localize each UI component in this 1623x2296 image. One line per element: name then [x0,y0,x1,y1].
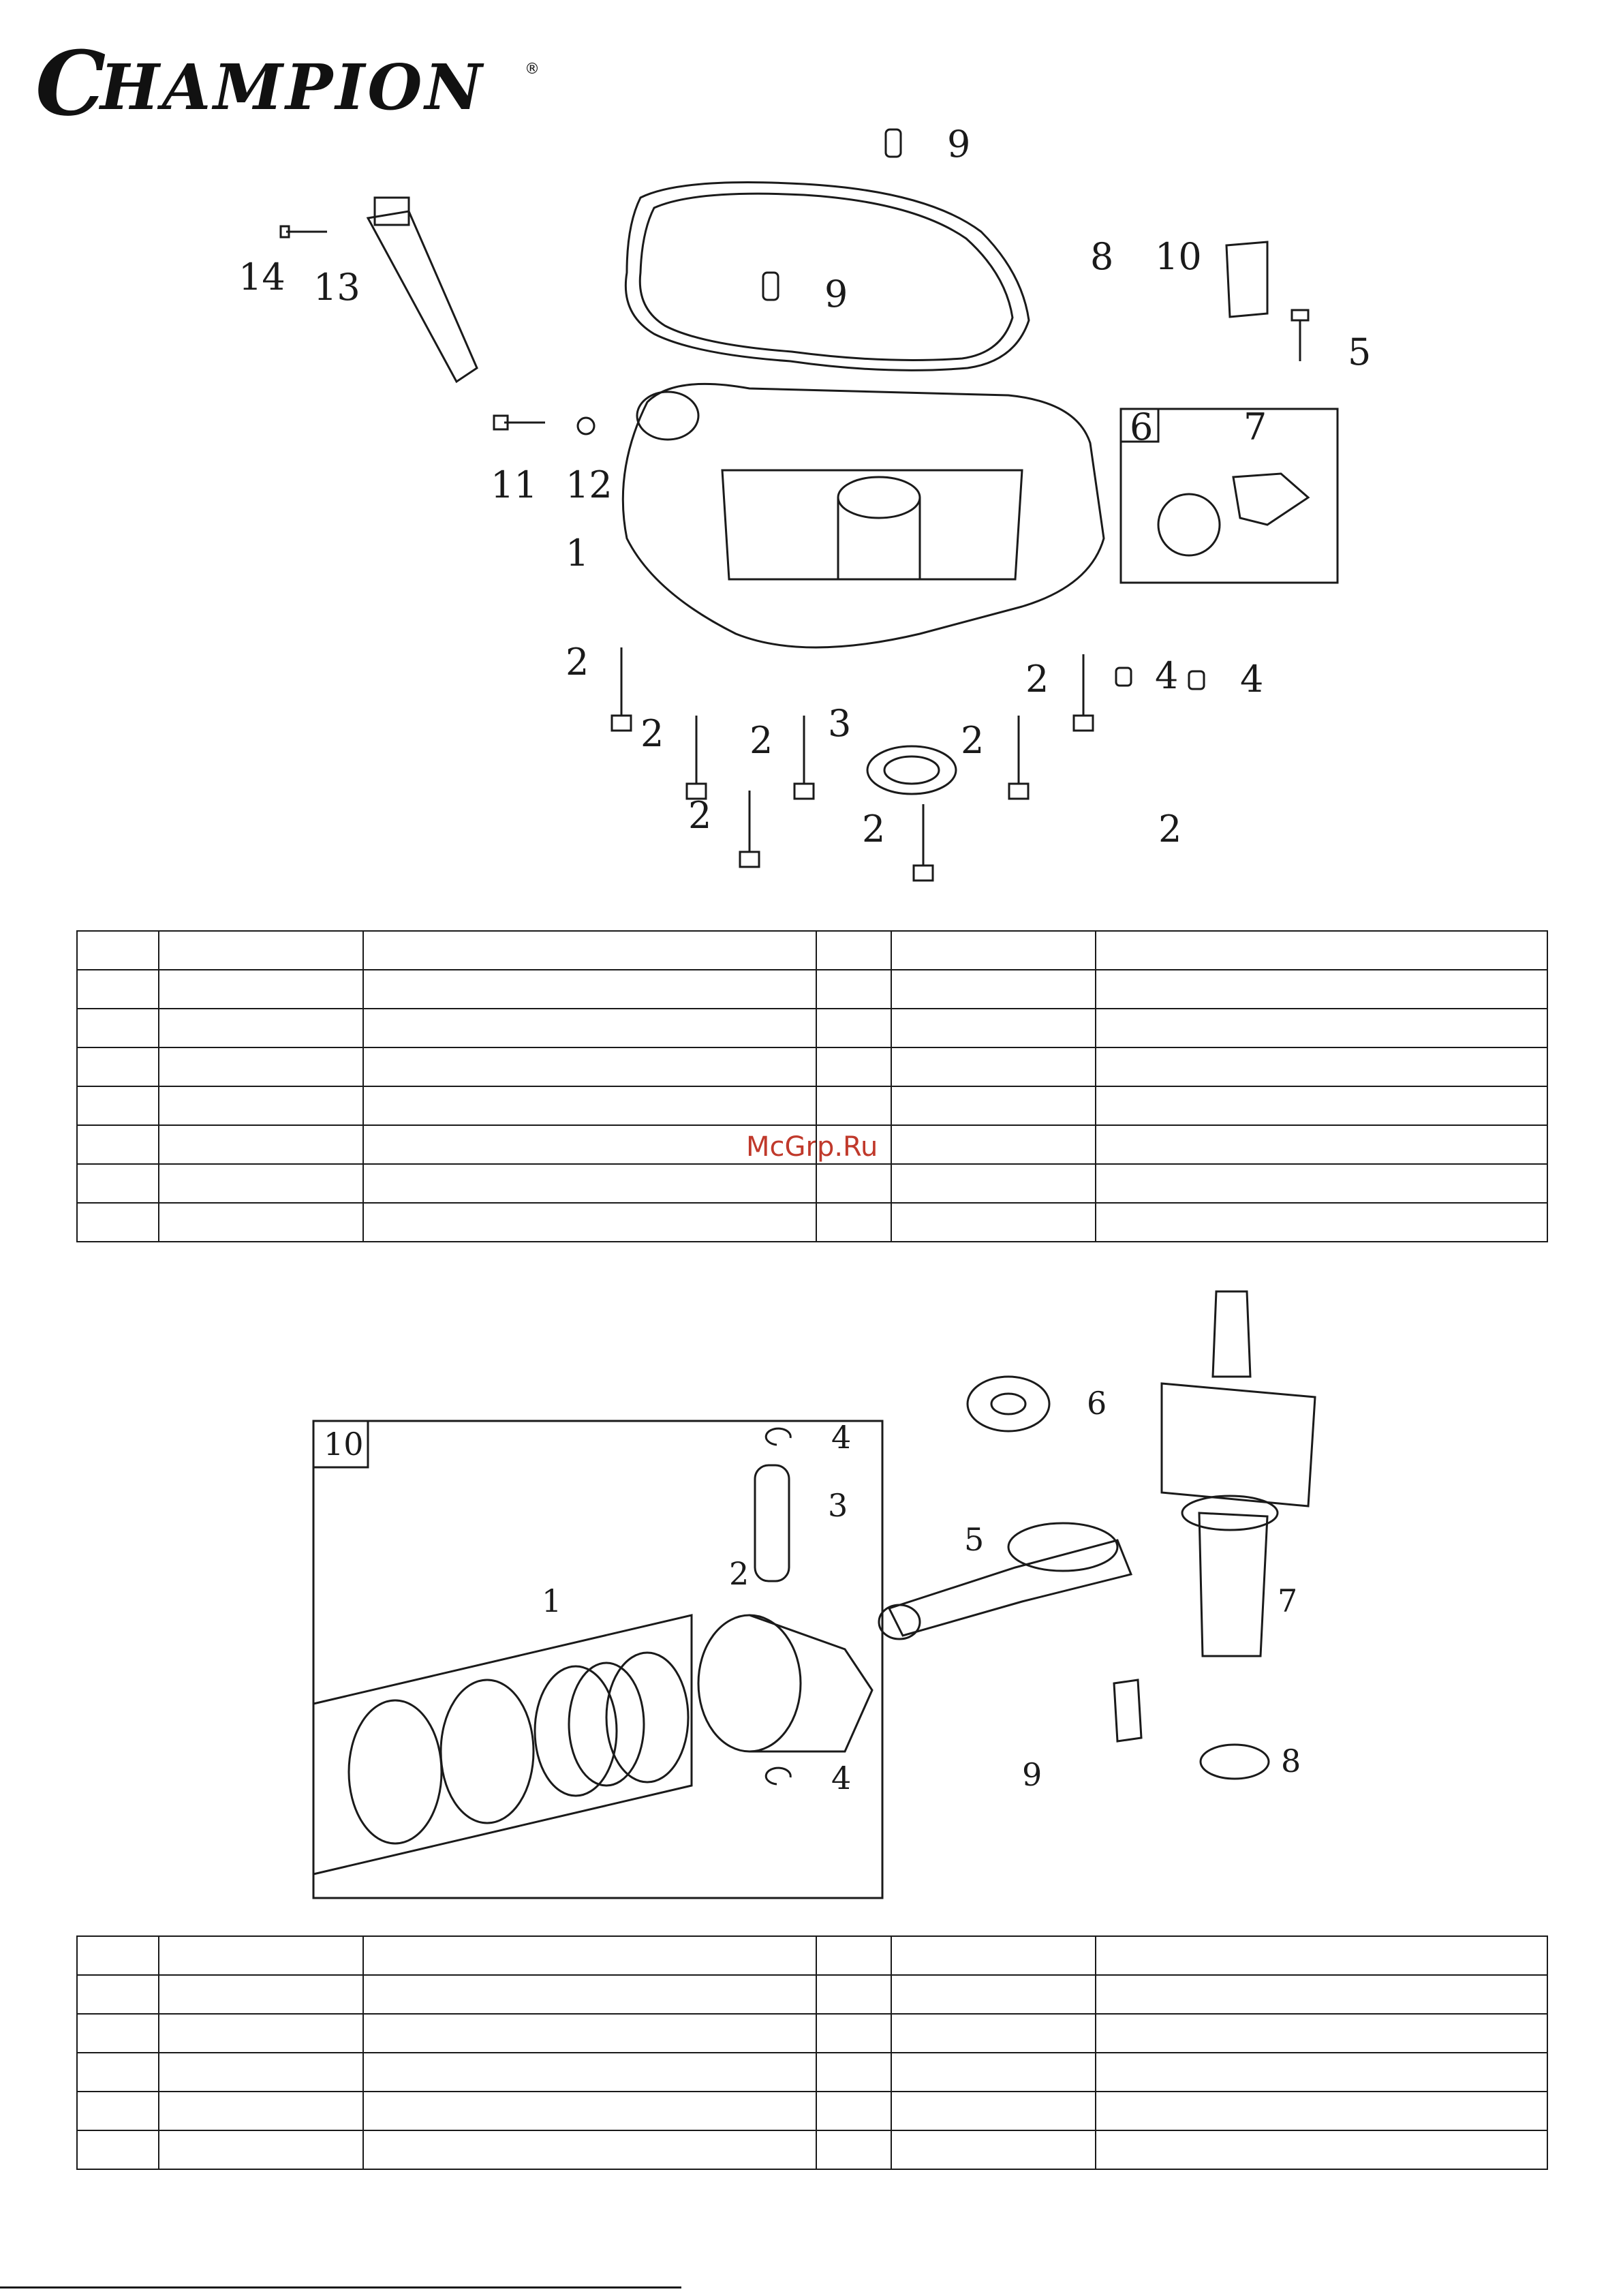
washer-part [578,418,594,434]
callout-label: 14 [238,256,285,299]
callout-label: 11 [491,463,538,506]
callout-label: 2 [862,808,886,851]
callout-label: 9 [1022,1756,1042,1793]
bolt-2-part [1009,716,1028,799]
bolt-2-part [794,716,814,799]
callout-label: 2 [1025,658,1049,701]
bolt-2-part [612,647,631,731]
piston-crankshaft-diagram [300,1281,1390,1908]
crankshaft-part [1213,1291,1250,1377]
table-row [77,970,1547,1009]
table-row [77,1125,1547,1164]
plug-part [1189,671,1204,689]
callout-label: 2 [640,712,664,755]
callout-label: 5 [1348,331,1372,373]
table-row [77,2092,1547,2130]
callout-label: 8 [1090,235,1114,278]
bolt-2-part [687,716,706,799]
bolt-2-part [740,791,759,867]
callout-label: 7 [1278,1582,1298,1619]
svg-text:HAMPION: HAMPION [100,50,485,124]
callout-label: 9 [947,123,971,166]
table-row [77,2130,1547,2169]
crankcase-cover-diagram [204,116,1404,900]
table-row [77,1086,1547,1125]
callout-label: 2 [566,641,589,684]
piston-ring-part [349,1700,442,1843]
circlip-part [766,1428,790,1445]
wrist-pin-part [755,1465,789,1581]
dowel-pin-part [886,129,901,157]
piston-part [698,1615,801,1751]
piston-ring-part [441,1680,534,1823]
callout-label: 3 [828,702,852,745]
callout-label: 2 [749,719,773,762]
table-row [77,2014,1547,2053]
svg-text:®: ® [525,61,540,78]
table-row [77,1936,1547,1975]
callout-label: 2 [1158,808,1182,851]
svg-text:C: C [35,33,106,128]
oil-seal-part [867,746,956,794]
callout-label: 7 [1243,405,1267,448]
bolt-14-part [281,226,327,237]
callout-label: 5 [964,1521,985,1558]
table-row [77,1975,1547,2014]
table-row [77,931,1547,970]
piston-ring-part [535,1666,617,1796]
table-row [77,2053,1547,2092]
callout-label: 4 [831,1760,852,1796]
thrust-washer-part [1201,1745,1269,1779]
callout-label: 4 [1155,654,1179,697]
dowel-pin-part [763,273,778,300]
callout-label: 3 [828,1487,848,1524]
table-row [77,1203,1547,1242]
bolt-2-part [914,804,933,881]
bolt-11-part [494,416,545,429]
parts-table-top [76,930,1548,1242]
callout-label: 2 [688,794,712,837]
key-part [1226,242,1267,317]
callout-label: 1 [542,1582,562,1619]
woodruff-key-part [1114,1680,1141,1741]
callout-label: 6 [1087,1385,1107,1422]
champion-logo [35,33,540,128]
circlip-part [766,1768,790,1784]
callout-label: 6 [1130,405,1154,448]
callout-label: 1 [566,532,589,575]
callout-label: 10 [324,1426,364,1463]
table-row [77,1047,1547,1086]
callout-label: 13 [313,266,360,309]
parts-table-bottom [76,1935,1548,2170]
bolt-2-part [1074,654,1093,731]
piston-ring-part [606,1653,688,1782]
watermark-text: McGrp.Ru [746,1131,878,1163]
callout-label: 10 [1155,235,1202,278]
table-row [77,1009,1547,1047]
callout-label: 4 [1240,658,1264,701]
table-row [77,1164,1547,1203]
plug-part [1116,668,1131,686]
bearing-part [968,1377,1049,1431]
bolt-5-part [1292,310,1308,361]
oil-filler-part [368,211,477,382]
callout-label: 9 [824,273,848,316]
callout-label: 2 [729,1555,749,1592]
callout-label: 2 [961,719,985,762]
footer-rule [0,2286,681,2289]
callout-label: 4 [831,1419,852,1456]
callout-label: 8 [1281,1743,1301,1779]
callout-label: 12 [566,463,613,506]
